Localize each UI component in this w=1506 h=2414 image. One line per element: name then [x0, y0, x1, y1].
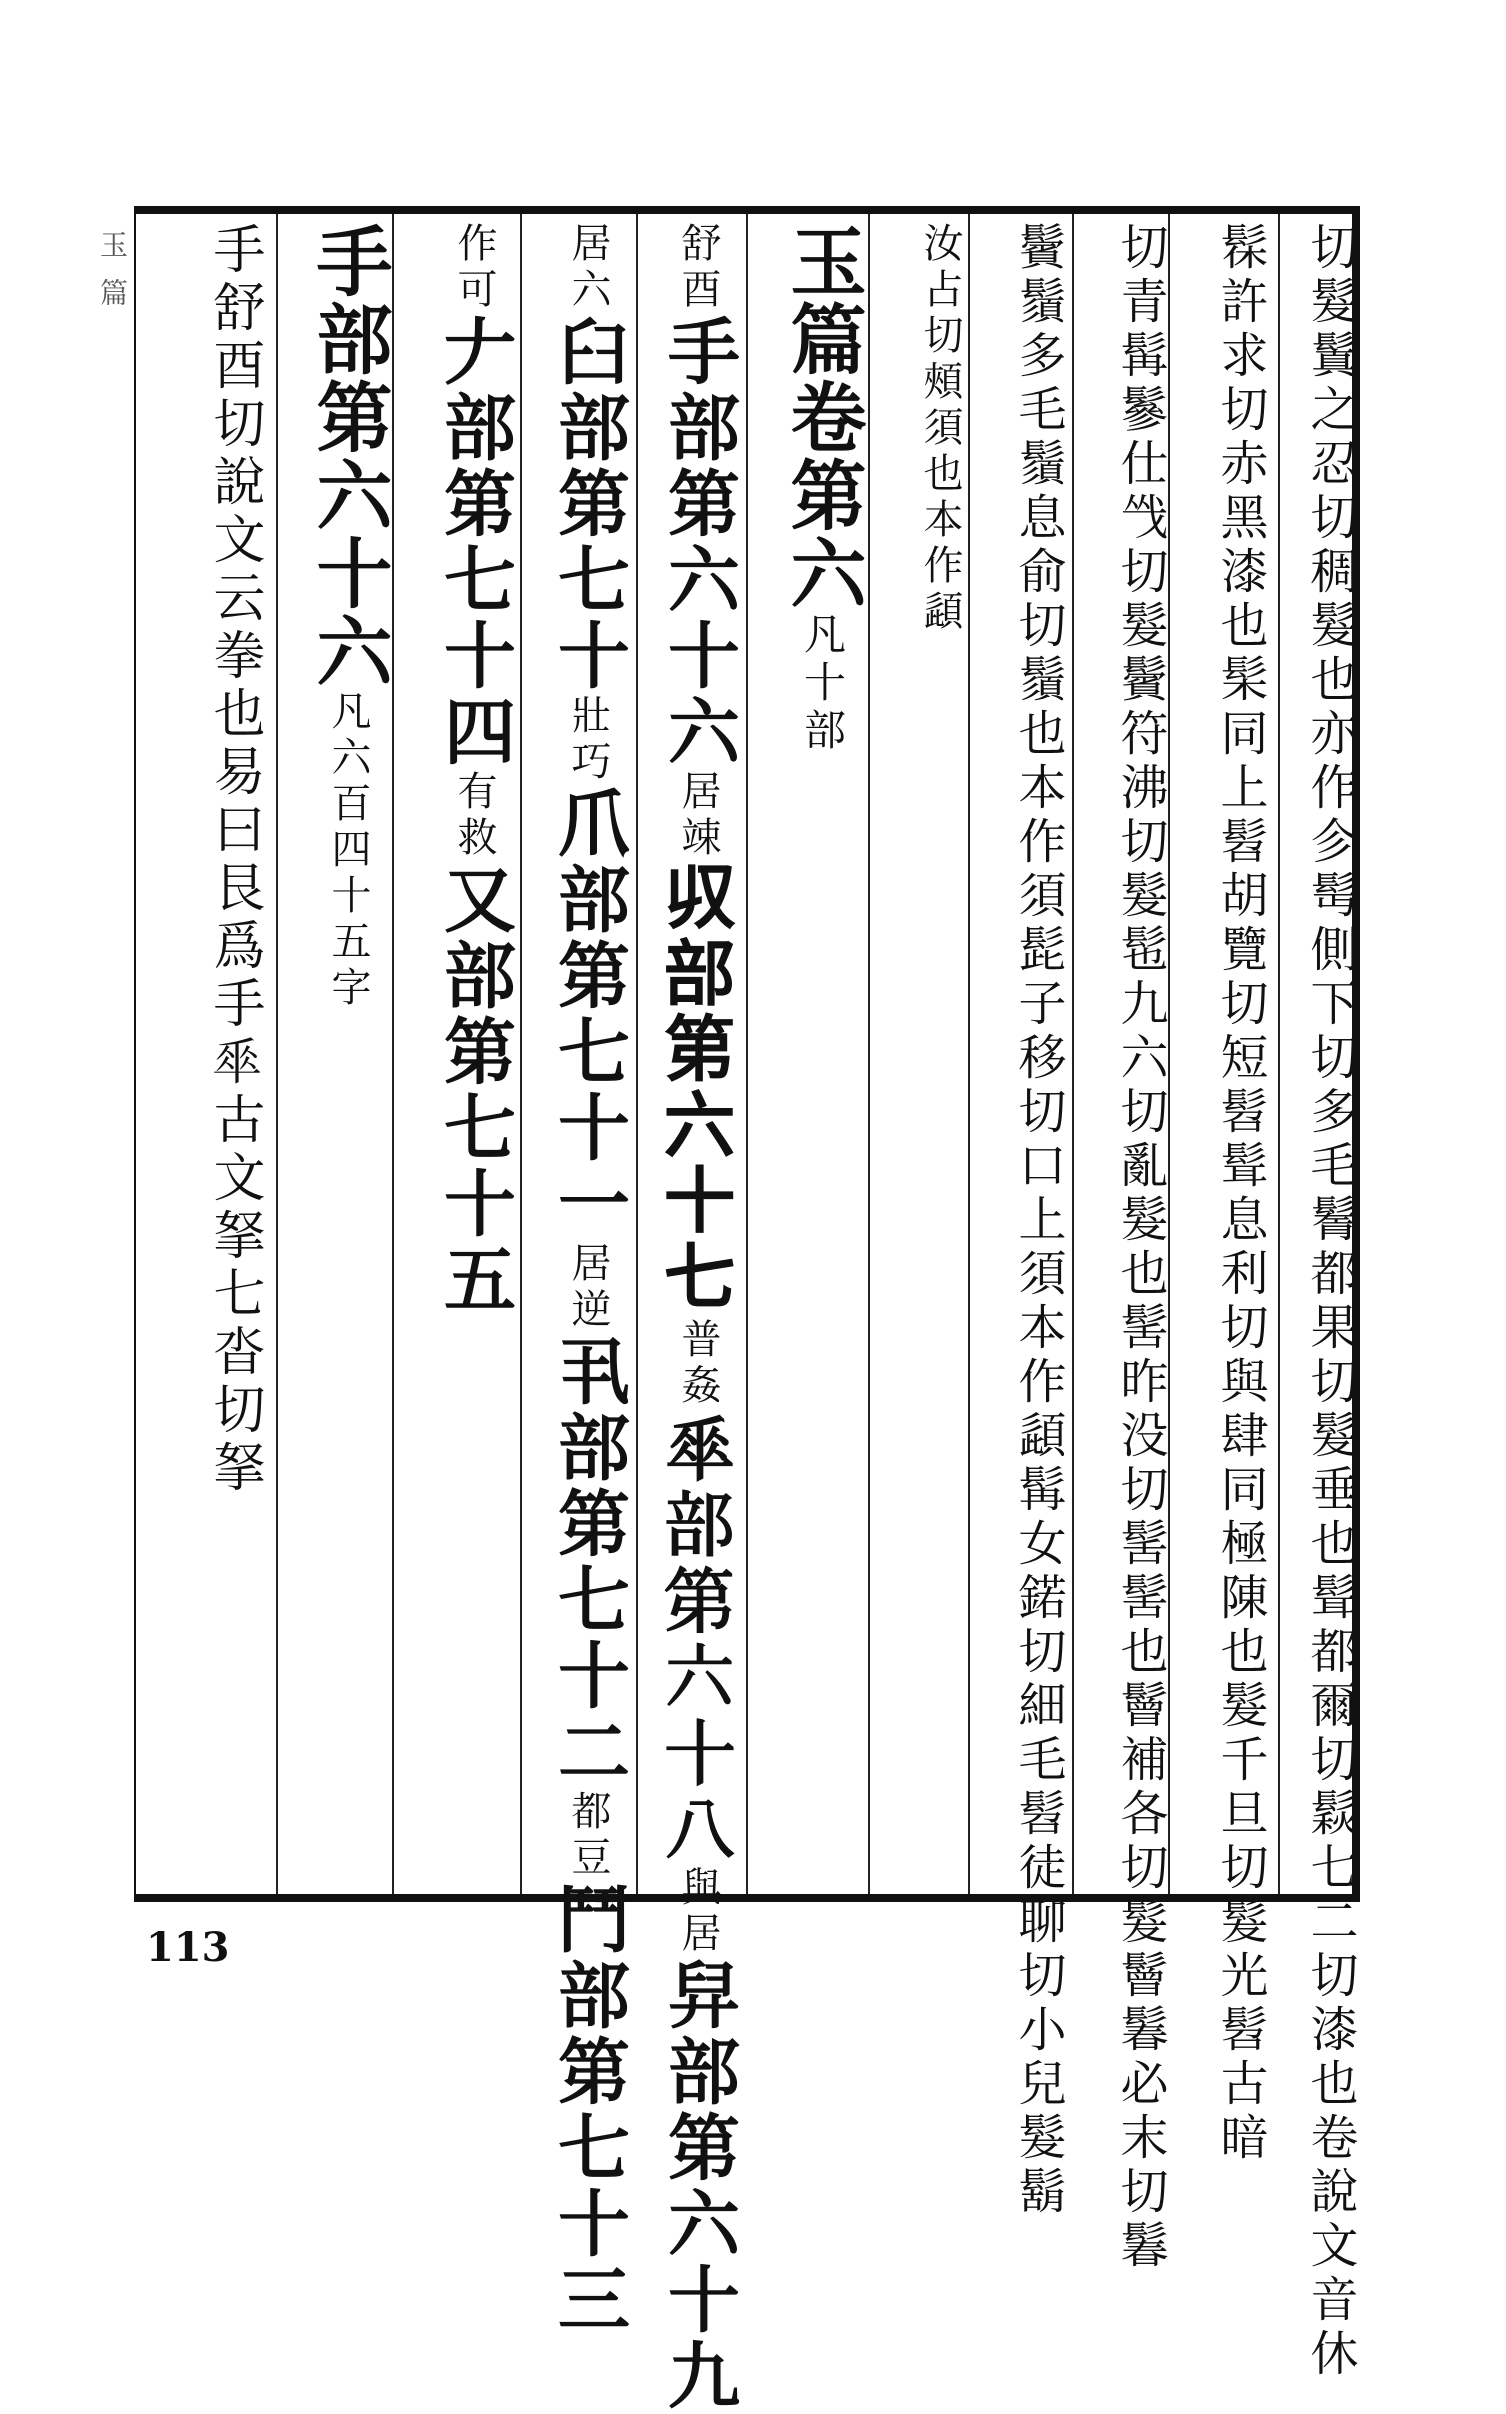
column-divider	[746, 214, 748, 1894]
section-list-column-2	[532, 222, 631, 2338]
column-divider	[1168, 214, 1170, 1894]
text-column-3: 切青髯鬖仕㦰切髮鬢符沸切髮髢九六切亂髮也髺昨没切髺髺也鬙補各切髮鬙鬊必末切鬊	[1112, 222, 1168, 2274]
text-column-5: 汝占切頰須也本作頿	[917, 222, 963, 636]
section-title: 𠦬部第六十八	[656, 1410, 741, 1866]
radical-heading: 手部第六十六	[304, 222, 393, 690]
section-list-column-3	[402, 222, 517, 1422]
section-title: 臼部第七十	[546, 314, 631, 694]
section-note: 居竦	[675, 770, 721, 862]
section-note: 居六	[565, 222, 611, 314]
section-note: 都豆	[565, 1790, 611, 1882]
radical-heading-note: 凡六百四十五字	[325, 690, 371, 1012]
section-note: 普姦	[675, 1318, 721, 1410]
text-column-4: 鬢鬚多毛鬚息俞切鬚也本作須髭子移切口上須本作頿髯女鍩切細毛髫徒聊切小兒髮鬍	[1010, 222, 1066, 2220]
section-list-column-1	[646, 222, 741, 2414]
text-column-1: 切髮鬒之忍切稠髮也亦作㐱髩側下切多毛鬌都果切髮垂也髶都爾切鬏七二切漆也卷說文音休	[1302, 222, 1358, 2382]
section-note: 居逆	[565, 1242, 611, 1334]
radical-heading-column	[286, 222, 393, 1222]
column-divider	[968, 214, 970, 1894]
margin-label: 玉篇	[96, 230, 129, 326]
section-title: 舁部第六十九	[656, 1958, 741, 2414]
column-divider	[276, 214, 278, 1894]
section-title: 𠂇部第七十四	[432, 314, 517, 770]
column-divider	[636, 214, 638, 1894]
column-divider	[1278, 214, 1280, 1894]
section-note: 有救	[451, 770, 497, 862]
text-column-2: 髹許求切赤黑漆也髤同上髫胡覽切短髫髶息利切與肆同極陳也髮千旦切髮光髫古暗	[1212, 222, 1268, 2166]
column-divider	[1072, 214, 1074, 1894]
volume-title-note: 凡十部	[798, 612, 847, 756]
first-entry-column: 手舒酉切說文云拳也易曰艮爲手𠦬古文拏七沓切拏	[204, 222, 264, 1498]
section-title: 𠬞部第六十七	[656, 862, 741, 1318]
column-divider	[520, 214, 522, 1894]
section-note: 舒酉	[675, 222, 721, 314]
page-number: 113	[146, 1924, 230, 1971]
section-title: 手部第六十六	[656, 314, 741, 770]
volume-title-column	[756, 222, 867, 1222]
section-note: 與居	[675, 1866, 721, 1958]
section-title: 丮部第七十二	[546, 1334, 631, 1790]
column-divider	[868, 214, 870, 1894]
section-title: 爪部第七十一	[546, 786, 631, 1242]
section-title: 鬥部第七十三	[546, 1882, 631, 2338]
section-note: 作可	[451, 222, 497, 314]
section-title: 又部第七十五	[432, 862, 517, 1318]
volume-title: 玉篇卷第六	[778, 222, 867, 612]
section-note: 壯巧	[565, 694, 611, 786]
